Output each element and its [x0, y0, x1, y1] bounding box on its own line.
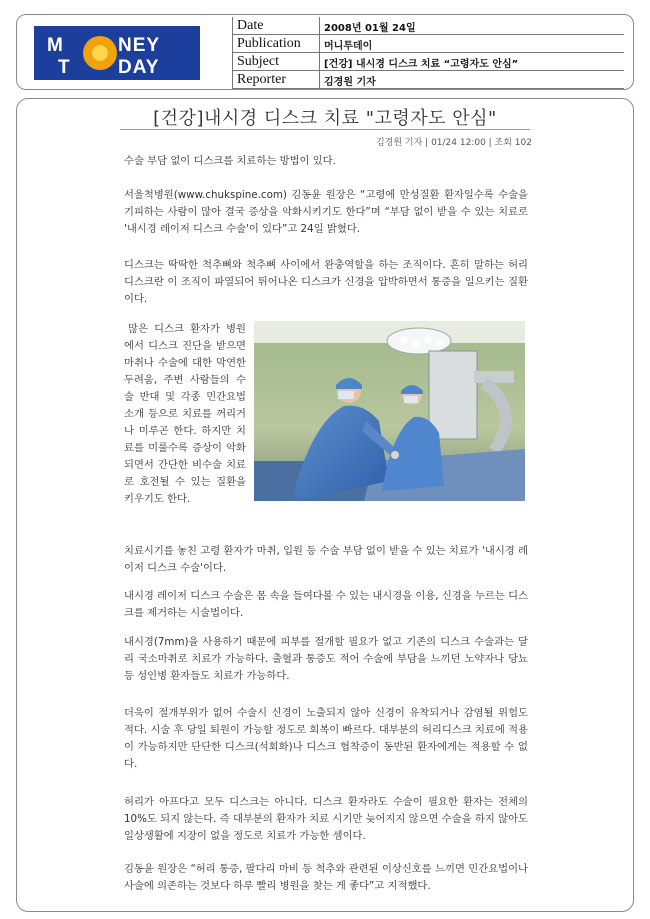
article-title: [건강]내시경 디스크 치료 "고령자도 안심": [153, 108, 497, 129]
meta-value: 2008년 01월 24일: [320, 17, 625, 35]
logo-line1-rest: NEY: [118, 35, 161, 56]
paragraph-4: 많은 디스크 환자가 병원에서 디스크 진단을 받으면 마취나 수술에 대한 막연한 두려움, 주변 사람들의 수술 반대 및 각종 민간요법 소개 등으로 치료를 꺼리거나 미루곤 한다. 하지만 치료를 미룰수록 증상이 악화되면서 간단한 비수술 치료로 호전될 수 있는 질환을 키우기도 한다.: [124, 323, 246, 505]
meta-key: Publication: [233, 35, 320, 53]
metadata-table: [232, 17, 624, 89]
meta-value: [건강] 내시경 디스크 치료 “고령자도 안심”: [320, 53, 625, 71]
paragraph-2: 서울척병원(www.chukspine.com) 김동윤 원장은 “고령에 만성질환 환자일수록 수술을 기피하는 사람이 많아 결국 증상을 악화시키기도 한다”며 “부담 없이 받을 수 있는 치료로 '내시경 레이저 디스크 수술'이 있다”고 24일 밝혔다.: [124, 189, 528, 235]
meta-key: Reporter: [233, 71, 320, 89]
surgery-photo: [254, 321, 525, 501]
meta-key: Date: [233, 17, 320, 35]
meta-value: 머니투데이: [320, 35, 625, 53]
article-byline: 김경원 기자 | 01/24 12:00 | 조회 102: [375, 138, 532, 148]
meta-value: 김경원 기자: [320, 71, 625, 89]
meta-key: Subject: [233, 53, 320, 71]
title-divider: [120, 129, 530, 130]
paragraph-5: 치료시기를 놓친 고령 환자가 마취, 입원 등 수술 부담 없이 받을 수 있는 치료가 '내시경 레이저 디스크 수술'이다.: [124, 545, 528, 574]
paragraph-6: 내시경 레이저 디스크 수술은 몸 속을 들여다볼 수 있는 내시경을 이용, 신경을 누르는 디스크를 제거하는 시술법이다.: [124, 590, 528, 619]
surgery-photo-illustration: [254, 321, 525, 501]
logo-graphic: [34, 26, 200, 80]
paragraph-8: 더욱이 절개부위가 없어 수술시 신경이 노출되지 않아 신경이 유착되거나 감염될 위험도 적다. 시술 후 당일 퇴원이 가능할 정도로 회복이 빠르다. 대부분의 허리디스크 치료에 적용이 가능하지만 단단한 디스크(석회화)나 디스크 협착증이 동반된 환자에게는 적용할 수 없다.: [124, 707, 528, 770]
meta-row-date: [233, 17, 625, 35]
paragraph-7: 내시경(7mm)을 사용하기 때문에 피부를 절개할 필요가 없고 기존의 디스크 수술과는 달리 국소마취로 치료가 가능하다. 출혈과 통증도 적어 수술에 부담을 느끼던 노약자나 당뇨 등 성인병 환자들도 치료가 가능하다.: [124, 636, 529, 682]
logo-line2-rest: DAY: [118, 57, 160, 78]
logo-line2: T: [58, 57, 71, 78]
logo-line1: M: [47, 35, 64, 56]
paragraph-10: 김동윤 원장은 “허리 통증, 팔다리 마비 등 척추와 관련된 이상신호를 느끼면 민간요법이나 사술에 의존하는 것보다 하루 빨리 병원을 찾는 게 좋다”고 지적했다.: [124, 863, 528, 892]
meta-row-reporter: [233, 71, 625, 89]
meta-row-publication: [233, 35, 625, 53]
paragraph-9: 허리가 아프다고 모두 디스크는 아니다. 디스크 환자라도 수술이 필요한 환자는 전체의 10%도 되지 않는다. 즉 대부분의 환자가 치료 시기만 늦어지지 않으면 수술을 하지 않아도 일상생활에 지장이 없을 정도로 치료가 가능한 셈이다.: [124, 796, 528, 842]
meta-row-subject: [233, 53, 625, 71]
paragraph-3: 디스크는 딱딱한 척추뼈와 척추뼈 사이에서 완충역할을 하는 조직이다. 흔히 말하는 허리디스크란 이 조직이 파열되어 튀어나온 디스크가 신경을 압박하면서 통증을 일으키는 질환이다.: [124, 259, 528, 305]
paragraph-1: 수술 부담 없이 디스크를 치료하는 방법이 있다.: [124, 155, 336, 167]
money-today-logo: [34, 26, 200, 80]
